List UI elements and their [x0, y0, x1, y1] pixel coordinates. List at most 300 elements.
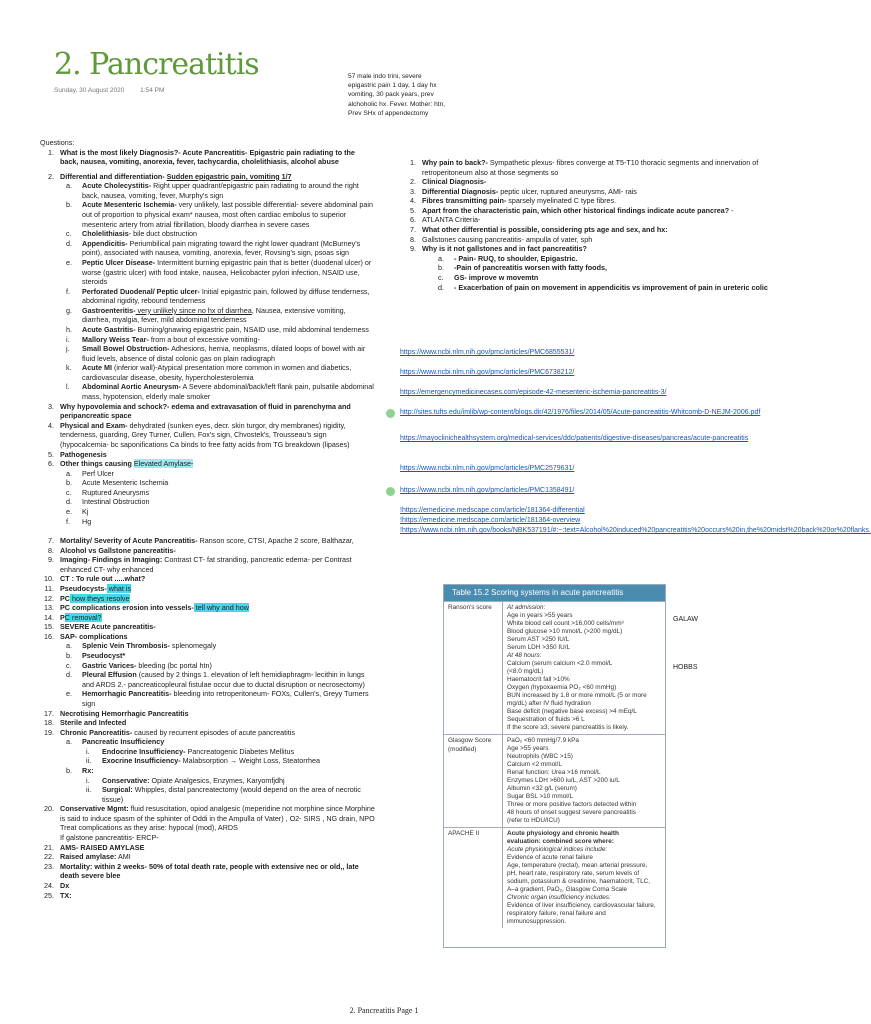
item-text-part: - bile duct obstruction: [128, 229, 198, 239]
item-text: [60, 594, 375, 604]
criteria-line: Sugar BSL >10 mmol/L: [507, 793, 574, 800]
question-17: [40, 709, 375, 719]
criteria-line: Renal function: Urea >16 mmol/L: [507, 769, 601, 776]
item-text-part: C removal?: [64, 612, 102, 622]
criteria-line: White blood cell count >16,000 cells/mm³: [507, 620, 624, 627]
scoring-table-title: Table 15.2 Scoring systems in acute pancreatitis: [444, 585, 665, 601]
item-text-part: Intermittent burning epigastric pain that is better (duodenal ulcer) or worse (gastric ulcer) with food intake, nausea, Helicobacter pylori infection, NSAID use, steroids: [82, 257, 372, 287]
scoring-table-body: [444, 601, 665, 928]
link-item: [400, 516, 762, 525]
item-number: 16.: [44, 631, 54, 641]
link-item: [400, 486, 762, 495]
side-note-hobbs: HOBBS: [673, 664, 698, 671]
item-text-part: Raised amylase:: [60, 852, 117, 862]
criteria-line: Chronic organ insufficiency includes:: [507, 894, 611, 901]
item-number: c.: [438, 272, 444, 282]
page-title: 2. Pancreatitis: [54, 47, 259, 82]
item-text-part: bleeding into retroperitoneum- FOXs, Cullen's, Greyy Turners sign: [82, 689, 369, 708]
complication-item: [66, 651, 375, 661]
reference-link[interactable]: https://www.ncbi.nlm.nih.gov/pmc/articles/PMC6738212/: [400, 369, 575, 376]
score-criteria: [502, 735, 665, 827]
item-text: [60, 546, 375, 556]
item-text-part: SAP- complications: [60, 631, 128, 641]
item-number: 3.: [410, 186, 416, 196]
criteria-line: Haematocrit fall >10%: [507, 676, 570, 683]
reference-link[interactable]: https://mayoclinichealthsystem.org/medical-services/ddc/patients/digestive-diseases/pancreas/acute-pancreatitis: [400, 435, 749, 442]
item-text-part: Gastric Varices-: [82, 660, 137, 670]
item-text: [82, 306, 375, 325]
criteria-line: Blood glucose >10 mmol/L (>200 mg/dL): [507, 628, 623, 635]
item-text-part: Acute MI: [82, 363, 112, 373]
item-text: [82, 478, 168, 488]
item-text-part: Why hypovolemia and schock?- edema and extravasation of fluid in parenchyma and peripancreatic space: [60, 401, 351, 421]
link-item: [400, 388, 762, 397]
link-item: [400, 506, 762, 515]
item-number: a.: [66, 641, 72, 651]
question-22: [40, 852, 375, 862]
item-text-part: Physical and Exam-: [60, 420, 128, 430]
item-number: f.: [66, 516, 70, 526]
item-text-part: peptic ulcer, ruptured aneurysms, AMI- rais: [498, 186, 637, 196]
differential-item: [66, 306, 375, 325]
green-dot-icon: [386, 409, 395, 418]
right-questions-column: [400, 158, 772, 292]
differential-item: [66, 200, 375, 229]
item-number: 12.: [44, 593, 54, 603]
item-text-part: fluid resuscitation, opiod analgesic (meperidine not morphine since Morphine is said to induce spasm of the sphinter of Oddi in the Ampulla of Vater) , O2- SIRS , NG drain, NPO: [60, 804, 375, 823]
question-12: [40, 594, 375, 604]
item-number: 1.: [48, 147, 54, 157]
item-text: [82, 689, 375, 708]
criteria-line: BUN increased by 1.8 or more mmol/L (5 or more: [507, 692, 647, 699]
item-number: c.: [66, 660, 72, 670]
item-text-part: Rx:: [82, 766, 94, 775]
item-number: b.: [66, 651, 72, 661]
item-text: [102, 747, 294, 757]
item-text-part: Mallory Weiss Tear-: [82, 334, 149, 344]
item-number: ii.: [86, 785, 92, 795]
item-number: 1.: [410, 158, 416, 167]
item-text: [82, 737, 164, 747]
differential-item: [66, 335, 375, 345]
case-note: 57 male indo trini, severe epigastric pain 1 day, 1 day hx vomiting, 30 pack years, prev alchoholic hx. Fever. Mother: htn, Prev SHx of appendectomy: [348, 73, 446, 117]
item-number: 15.: [44, 622, 54, 632]
right-question: [400, 196, 772, 206]
criteria-line: Age, temperature (rectal), mean arterial pressure,: [507, 862, 648, 869]
item-text: [82, 335, 260, 345]
criteria-line: Base deficit (negative base excess) >4 mEq/L: [507, 708, 637, 715]
item-text: [60, 891, 375, 901]
item-number: d.: [66, 238, 72, 248]
item-text: [422, 177, 772, 187]
complication-item: [66, 661, 375, 671]
item-text-part: Sudden epigastric pain, vomiting 1/7: [166, 171, 292, 181]
criteria-line: Age >55 years: [507, 745, 549, 752]
question-20: [40, 804, 375, 823]
item-number: 14.: [44, 612, 54, 622]
criteria-line: 48 hours of onset suggest severe pancreatitis: [507, 809, 636, 816]
item-number: e.: [66, 689, 72, 699]
item-text: [60, 421, 375, 450]
item-text-part: Imaging- Findings in Imaging:: [60, 555, 163, 565]
right-question: [400, 244, 772, 254]
link-item: [400, 526, 871, 535]
item-text-part: Differential Diagnosis-: [422, 186, 499, 196]
item-text: [454, 254, 577, 264]
questions-column: [40, 138, 375, 900]
criteria-line: (<8.0 mg/dL): [507, 668, 544, 675]
item-text-part: splenomegaly: [169, 641, 217, 651]
differential-item: [66, 181, 375, 200]
table-row: [444, 734, 665, 827]
item-text: [82, 641, 216, 651]
item-text-part: Elevated Amylase-: [133, 459, 194, 469]
score-name: APACHE II: [448, 830, 480, 837]
item-text: [60, 536, 375, 546]
item-number: c.: [66, 487, 72, 497]
item-text-part: Kj: [82, 506, 89, 516]
item-number: l.: [66, 382, 70, 392]
criteria-line: evaluation: combined score where:: [507, 838, 614, 845]
item-text-part: Adhesions, hernia, neoplasms, dilated loops of bowel with air fluid levels, absence of distal colonic gas on plain radiograph: [82, 344, 366, 363]
item-text: [422, 206, 772, 216]
item-text-part: (inferior wall)-Atypical presentation more common in women and diabetics, cardiovascular disease, obesity, hypercholesterolemia: [82, 363, 352, 382]
link-item: [400, 348, 762, 357]
criteria-line: At admission:: [507, 604, 546, 611]
item-text: [60, 728, 375, 738]
criteria-line: (refer to HDU/ICU): [507, 817, 560, 824]
item-text: [82, 488, 149, 498]
item-number: 6.: [410, 215, 416, 225]
item-text-part: sparsely myelinated C type fibres.: [506, 196, 617, 206]
right-sub-item: [438, 273, 772, 283]
item-number: 25.: [44, 890, 54, 900]
item-number: 7.: [48, 536, 54, 546]
reference-link[interactable]: http://sites.tufts.edu/imlib/wp-content/blogs.dir/42/1976/files/2014/05/Acute-pancreatitis-Whitcomb-D-NEJM-2006.pdf: [400, 409, 761, 416]
item-text-part: Dx: [60, 880, 70, 890]
item-number: a.: [438, 253, 444, 263]
item-text-part: Peptic Ulcer Disease-: [82, 257, 156, 267]
item-number: d.: [66, 497, 72, 507]
item-text-part: , Nausea, extensive vomiting, diarrhea, myalgia, fever, mild abdominal tenderness: [82, 305, 346, 325]
item-text-part: Perforated Duodenal/ Peptic ulcer-: [82, 286, 200, 296]
mgmt-note: If galstone pancreatitis- ERCP-: [60, 833, 159, 843]
note-meta: [54, 87, 178, 96]
criteria-line: A–a gradient, PaO₂, Glasgow Coma Scale: [507, 886, 628, 893]
item-text-part: Burning/gnawing epigastric pain, NSAID use, mild abdominal tenderness: [135, 324, 369, 334]
item-text-part: Chronic Pancreatitis-: [60, 727, 133, 737]
item-text-part: Pancreatic Insufficiency: [82, 737, 165, 747]
item-text-part: Fibres transmitting pain-: [422, 196, 507, 206]
right-sub-item: [438, 283, 772, 293]
differential-item: [66, 287, 375, 306]
item-number: k.: [66, 363, 72, 373]
item-text-part: Alcohol vs Gallstone pancreatitis-: [60, 545, 176, 555]
right-sub-item: [438, 263, 772, 273]
link-item: [400, 434, 762, 443]
item-text: [422, 187, 772, 197]
item-text-part: - Exacerbation of pain on movement in appendicitis vs improvement of pain in ureteric colic: [454, 282, 768, 292]
reference-link[interactable]: !https://emedicine.medscape.com/article/181364-differential: [400, 507, 585, 514]
item-number: 3.: [48, 401, 54, 411]
questions-label: Questions:: [40, 138, 75, 147]
item-text: [60, 148, 375, 167]
item-text-part: Clinical Diagnosis-: [422, 177, 487, 187]
item-text: [422, 158, 772, 177]
item-text: [60, 584, 375, 594]
item-text-part: very unlikely, last possible differential- severe abdominal pain out of proportion to physical exam* nausea, most often cardiac embolus to superior mesenteric artery from atrial fibrillation, bloody diarrhea in severe cases: [82, 200, 373, 229]
item-text-part: Intestinal Obstruction: [82, 497, 150, 507]
table-row: [444, 827, 665, 928]
item-text: [60, 172, 375, 182]
question-11: [40, 584, 375, 594]
item-text-part: TX:: [60, 890, 72, 900]
complication-item: [66, 689, 375, 708]
item-text: [454, 283, 768, 293]
item-text-part: Conservative:: [102, 775, 150, 785]
item-text: [82, 670, 375, 689]
amylase-cause-item: [66, 507, 375, 517]
criteria-line: Three or more positive factors detected within: [507, 801, 637, 808]
criteria-line: Enzymes LDH >600 iu/L, AST >200 iu/L: [507, 777, 620, 784]
item-text-part: Why is it not gallstones and in fact pancreatitis?: [422, 244, 587, 254]
differential-item: [66, 325, 375, 335]
item-number: 4.: [410, 196, 416, 206]
criteria-line: Neutrophils (WBC >15): [507, 753, 573, 760]
item-text-part: Abdominal Aortic Aneurysm-: [82, 382, 181, 392]
item-text: [60, 402, 375, 421]
page-footer: 2. Pancreatitis Page 1: [349, 1006, 419, 1015]
amylase-cause-item: [66, 517, 375, 527]
criteria-line: pH, heart rate, respiratory rate, serum levels of: [507, 870, 640, 877]
question-13: [40, 603, 375, 613]
reference-link[interactable]: https://www.ncbi.nlm.nih.gov/pmc/articles/PMC6855531/: [400, 349, 575, 356]
scoring-table: [443, 584, 666, 948]
item-number: 7.: [410, 225, 416, 235]
item-number: 17.: [44, 708, 54, 718]
insufficiency-item: [86, 747, 375, 757]
item-number: b.: [438, 263, 444, 273]
question-10: [40, 574, 375, 584]
differential-item: [66, 363, 375, 382]
item-text: [82, 200, 375, 229]
item-text-part: tell why and how: [193, 603, 249, 613]
item-text-part: Gastroenteritis-: [82, 305, 136, 315]
item-text: [82, 497, 150, 507]
question-23: [40, 862, 375, 881]
item-text: [60, 574, 375, 584]
item-text-part: Pseudocyst*: [82, 651, 126, 661]
right-question: [400, 187, 772, 197]
item-number: 11.: [44, 584, 54, 594]
item-number: 23.: [44, 861, 54, 871]
item-text: [82, 382, 375, 401]
item-text: [60, 804, 375, 823]
item-number: 5.: [410, 205, 416, 215]
item-number: a.: [66, 181, 72, 191]
item-text: [60, 852, 375, 862]
pancreatic-insufficiency: [66, 737, 375, 747]
item-number: 18.: [44, 718, 54, 728]
item-text: [82, 517, 91, 527]
item-number: i.: [86, 746, 90, 756]
item-text: [82, 181, 375, 200]
item-number: 2.: [410, 177, 416, 187]
question-5: [40, 450, 375, 460]
item-text-part: Acute Mesenteric Ischemia-: [82, 200, 177, 210]
item-text-part: Necrotising Hemorrhagic Pancreatitis: [60, 708, 189, 718]
item-text: [422, 225, 772, 235]
rx-item: [86, 785, 375, 804]
item-text-part: Perf Ulcer: [82, 468, 114, 478]
item-text-part: Exocrine Insufficiency-: [102, 756, 181, 766]
criteria-line: Evidence of acute renal failure: [507, 854, 593, 861]
item-text-part: Why pain to back?-: [422, 158, 488, 167]
item-text-part: Sympathetic plexus- fibres converge at T5-T10 thoracic segments and innervation of retroperitoneum also at those segments so: [422, 158, 759, 177]
question-3: [40, 402, 375, 421]
criteria-line: Calcium (serum calcium <2.0 mmol/L: [507, 660, 613, 667]
item-text-part: Surgical:: [102, 785, 133, 795]
item-text-part: Differential and differentiation-: [60, 171, 167, 181]
item-text-part: Cholelithiasis: [82, 229, 129, 239]
item-text: [102, 785, 375, 804]
criteria-line: respiratory failure, renal failure and: [507, 910, 606, 917]
item-text-part: Appendicitis-: [82, 238, 128, 248]
criteria-line: Serum LDH >350 IU/L: [507, 644, 571, 651]
item-text: [60, 843, 375, 853]
item-text: [82, 651, 125, 661]
question-14: [40, 613, 375, 623]
item-text: [102, 756, 320, 766]
item-text-part: (caused by 2 things 1. elevation of left hemidiaphragm- lecithin in lungs and ARDS 2.- pancreaticopleural fistulae occur due to ductal disruption or necrosectomy): [82, 670, 365, 689]
criteria-line: Serum AST >250 IU/L: [507, 636, 570, 643]
amylase-cause-item: [66, 488, 375, 498]
item-text: [422, 244, 772, 254]
item-number: 9.: [410, 244, 416, 254]
item-text-part: Pathogenesis: [60, 449, 107, 459]
item-text: [60, 622, 375, 632]
item-text: [422, 215, 772, 225]
complication-item: [66, 641, 375, 651]
item-text: [60, 603, 375, 613]
question-7: [40, 536, 375, 546]
item-number: a.: [66, 737, 72, 747]
right-question: [400, 215, 772, 225]
item-text: [82, 258, 375, 287]
item-text: [82, 229, 197, 239]
item-text-part: Small Bowel Obstruction-: [82, 344, 170, 354]
item-text-part: -Pain of pancreatitis worsen with fatty foods,: [454, 263, 607, 273]
item-text-part: Other things causing: [60, 459, 134, 469]
score-criteria: [502, 602, 665, 734]
criteria-line: Acute physiology and chronic health: [507, 830, 619, 837]
differential-item: [66, 382, 375, 401]
item-text-part: -: [729, 205, 734, 215]
item-number: i.: [66, 334, 70, 344]
item-text-part: A Severe abdominal/back/left flank pain, pulsatile abdominal mass, hypotension, elderly male smoker: [82, 382, 374, 402]
item-number: 5.: [48, 449, 54, 459]
link-item: [400, 464, 762, 473]
item-number: 2.: [48, 171, 54, 181]
reference-link[interactable]: !https://emedicine.medscape.com/article/181364-overview: [400, 517, 581, 524]
differential-item: [66, 239, 375, 258]
amylase-cause-item: [66, 478, 375, 488]
reference-link[interactable]: !https://www.ncbi.nlm.nih.gov/books/NBK537191/#:~:text=Alcohol%20induced%20pancreatitis%20occurs%20in,the%20midst%20back%20or%20flanks.: [400, 527, 871, 534]
item-number: c.: [66, 229, 72, 239]
item-text-part: very unlikely since no hx of diarrhea: [135, 305, 252, 315]
question-25: [40, 891, 375, 901]
criteria-line: Age in years >55 years: [507, 612, 573, 619]
reference-link[interactable]: https://emergencymedicinecases.com/episode-42-mesenteric-ischemia-pancreatitis-3/: [400, 389, 667, 396]
question-1: [40, 148, 375, 167]
item-text-part: Malabsorption → Weight Loss, Steatorrhea: [180, 756, 320, 766]
score-name: Ranson's score: [448, 604, 492, 611]
rx-item: [86, 776, 375, 786]
question-19: [40, 728, 375, 738]
item-text: [82, 766, 94, 776]
right-question: [400, 158, 772, 177]
item-text: [82, 287, 375, 306]
question-15: [40, 622, 375, 632]
differential-item: [66, 344, 375, 363]
question-18: [40, 718, 375, 728]
item-text-part: Sterile and Infected: [60, 718, 127, 728]
item-text-part: Conservative Mgmt:: [60, 804, 129, 814]
item-number: 8.: [48, 545, 54, 555]
item-text-part: Pancreatogenic Diabetes Mellitus: [185, 746, 295, 756]
reference-link[interactable]: https://www.ncbi.nlm.nih.gov/pmc/articles/PMC2579631/: [400, 465, 575, 472]
item-text-part: Initial epigastric pain, followed by diffuse tenderness, abdominal rigidity, rebound tenderness: [82, 286, 370, 306]
item-text: [60, 555, 375, 574]
criteria-line: Sequestration of fluids >6 L: [507, 716, 585, 723]
item-text-part: Contrast CT- fat stranding, pancreatic edema- per Contrast enhanced CT- why enhanced: [60, 555, 352, 574]
table-row: [444, 601, 665, 734]
criteria-line: Evidence of liver insufficiency, cardiovascular failure,: [507, 902, 656, 909]
item-text-part: Hg: [82, 516, 92, 526]
insufficiency-item: [86, 756, 375, 766]
item-text-part: PC complications erosion into vessels-: [60, 603, 194, 613]
item-number: 4.: [48, 420, 54, 430]
criteria-line: sodium, potassium & creatinine, haematocrit, TLC,: [507, 878, 651, 885]
item-text: [60, 881, 375, 891]
question-8: [40, 546, 375, 556]
amylase-cause-item: [66, 469, 375, 479]
reference-link[interactable]: https://www.ncbi.nlm.nih.gov/pmc/articles/PMC1358491/: [400, 487, 575, 494]
green-dot-icon: [386, 487, 395, 496]
criteria-line: If the score ≥3, severe pancreatitis is likely.: [507, 724, 629, 731]
right-question: [400, 225, 772, 235]
item-text-part: Apart from the characteristic pain, which other historical findings indicate acute pancrea?: [422, 205, 730, 215]
item-number: d.: [66, 670, 72, 680]
item-text-part: Ranson score, CTSI, Apache 2 score, Balthazar,: [197, 536, 354, 546]
item-text: [82, 325, 369, 335]
item-text: [60, 459, 375, 469]
criteria-line: Acute physiological indices include:: [507, 846, 608, 853]
item-number: g.: [66, 305, 72, 315]
question-21: [40, 843, 375, 853]
item-text: [60, 450, 375, 460]
item-text: [82, 363, 375, 382]
link-item: [400, 368, 762, 377]
item-text-part: what is: [106, 584, 132, 594]
item-number: 13.: [44, 603, 54, 613]
item-text-part: AMI: [116, 852, 131, 862]
item-number: a.: [66, 468, 72, 478]
item-text: [60, 862, 375, 881]
item-text: [60, 709, 375, 719]
item-text-part: dehydrated (sunken eyes, decr. skin turgor, dry membranes) rigidity, tenderness, guarding, Grey Turner, Cullen, Fox's sign, Chvostek's, Trousseau's sign (hypocalcemia- bc saponifications Ca binds to free fatty acids from TG breakdown (lipases): [60, 420, 350, 449]
mgmt-note: Treat complications as they arise: hypocal (mod), ARDS: [60, 823, 238, 833]
